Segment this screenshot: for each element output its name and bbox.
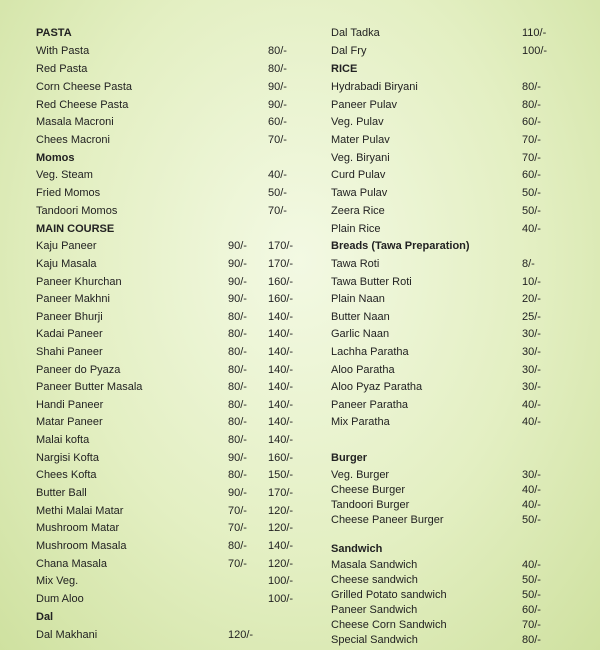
item-price: 60/- bbox=[522, 116, 541, 128]
item-price: 50/- bbox=[522, 589, 541, 601]
item-price-half: 90/- bbox=[228, 293, 247, 305]
menu-item bbox=[0, 432, 600, 448]
item-price: 70/- bbox=[268, 205, 287, 217]
item-name: Garlic Naan bbox=[331, 328, 390, 340]
item-price-half: 80/- bbox=[228, 416, 247, 428]
item-price: 80/- bbox=[522, 81, 541, 93]
item-price: 70/- bbox=[268, 134, 287, 146]
menu-item bbox=[0, 291, 600, 307]
item-price: 70/- bbox=[522, 152, 541, 164]
item-name: Butter Naan bbox=[331, 311, 390, 323]
item-price: 140/- bbox=[268, 364, 294, 376]
section-title: RICE bbox=[331, 63, 358, 75]
item-price: 160/- bbox=[268, 276, 294, 288]
item-name: Mix Veg. bbox=[36, 575, 79, 587]
item-name: Tandoori Momos bbox=[36, 205, 118, 217]
menu-item bbox=[0, 497, 600, 513]
menu-item bbox=[0, 150, 600, 166]
item-name: Paneer Butter Masala bbox=[36, 381, 143, 393]
item-name: Matar Paneer bbox=[36, 416, 103, 428]
item-name: Veg. Burger bbox=[331, 469, 390, 481]
item-price: 120/- bbox=[268, 505, 294, 517]
menu-item bbox=[0, 25, 600, 41]
menu-item bbox=[0, 362, 600, 378]
item-name: Lachha Paratha bbox=[331, 346, 409, 358]
item-name: Malai kofta bbox=[36, 434, 90, 446]
item-name: Paneer Sandwich bbox=[331, 604, 418, 616]
item-name: Nargisi Kofta bbox=[36, 452, 99, 464]
menu-item bbox=[0, 274, 600, 290]
item-price: 30/- bbox=[522, 346, 541, 358]
item-price: 25/- bbox=[522, 311, 541, 323]
item-price: 150/- bbox=[268, 469, 294, 481]
item-name: Special Sandwich bbox=[331, 634, 418, 646]
menu-item bbox=[0, 557, 600, 573]
item-name: Kadai Paneer bbox=[36, 328, 103, 340]
item-price: 50/- bbox=[268, 187, 287, 199]
item-price: 30/- bbox=[522, 328, 541, 340]
item-name: Tandoori Burger bbox=[331, 499, 410, 511]
item-name: Paneer Bhurji bbox=[36, 311, 103, 323]
item-name: Paneer Pulav bbox=[331, 99, 398, 111]
item-price: 90/- bbox=[268, 81, 287, 93]
menu-item bbox=[0, 256, 600, 272]
item-price: 170/- bbox=[268, 487, 294, 499]
menu-item bbox=[0, 512, 600, 528]
item-price-half: 90/- bbox=[228, 276, 247, 288]
item-name: Grilled Potato sandwich bbox=[331, 589, 447, 601]
item-price: 120/- bbox=[268, 522, 294, 534]
item-name: Mater Pulav bbox=[331, 134, 390, 146]
section-heading bbox=[0, 238, 600, 254]
section-heading bbox=[0, 541, 600, 557]
item-price: 90/- bbox=[268, 99, 287, 111]
item-price: 30/- bbox=[522, 469, 541, 481]
item-name: Mushroom Masala bbox=[36, 540, 127, 552]
item-price: 30/- bbox=[522, 381, 541, 393]
item-price: 140/- bbox=[268, 381, 294, 393]
item-price: 60/- bbox=[268, 116, 287, 128]
section-title: Momos bbox=[36, 152, 75, 164]
item-name: Paneer do Pyaza bbox=[36, 364, 121, 376]
item-name: Butter Ball bbox=[36, 487, 87, 499]
item-name: Dal Fry bbox=[331, 45, 367, 57]
item-name: Plain Rice bbox=[331, 223, 381, 235]
item-price-half: 80/- bbox=[228, 328, 247, 340]
menu-item bbox=[0, 326, 600, 342]
item-name: Veg. Steam bbox=[36, 169, 93, 181]
item-name: Mix Paratha bbox=[331, 416, 390, 428]
menu-item bbox=[0, 221, 600, 237]
section-heading bbox=[0, 61, 600, 77]
item-price: 80/- bbox=[268, 45, 287, 57]
section-title: Burger bbox=[331, 452, 368, 464]
item-price-half: 80/- bbox=[228, 381, 247, 393]
section-title: Sandwich bbox=[331, 543, 383, 555]
item-name: Paneer Makhni bbox=[36, 293, 110, 305]
item-price: 170/- bbox=[268, 258, 294, 270]
item-name: Dal Tadka bbox=[331, 27, 380, 39]
item-price: 50/- bbox=[522, 205, 541, 217]
item-price-half: 80/- bbox=[228, 311, 247, 323]
item-price: 8/- bbox=[522, 258, 535, 270]
section-title: MAIN COURSE bbox=[36, 223, 115, 235]
menu-item bbox=[0, 167, 600, 183]
menu-item bbox=[0, 602, 600, 618]
item-name: Tawa Pulav bbox=[331, 187, 388, 199]
item-price: 100/- bbox=[522, 45, 548, 57]
menu-item bbox=[0, 482, 600, 498]
item-price: 70/- bbox=[522, 619, 541, 631]
item-price: 60/- bbox=[522, 169, 541, 181]
menu-item bbox=[0, 397, 600, 413]
item-price: 80/- bbox=[522, 99, 541, 111]
section-title: PASTA bbox=[36, 27, 72, 39]
item-price: 40/- bbox=[522, 223, 541, 235]
item-price: 140/- bbox=[268, 311, 294, 323]
menu-item bbox=[0, 185, 600, 201]
item-name: Mushroom Matar bbox=[36, 522, 120, 534]
item-name: Zeera Rice bbox=[331, 205, 385, 217]
item-name: Handi Paneer bbox=[36, 399, 104, 411]
item-price: 100/- bbox=[268, 593, 294, 605]
item-name: Curd Pulav bbox=[331, 169, 386, 181]
item-price: 50/- bbox=[522, 187, 541, 199]
item-price-half: 70/- bbox=[228, 558, 247, 570]
item-price: 160/- bbox=[268, 293, 294, 305]
item-name: Chana Masala bbox=[36, 558, 107, 570]
item-price: 40/- bbox=[522, 559, 541, 571]
section-title: Breads (Tawa Preparation) bbox=[331, 240, 470, 252]
item-name: Fried Momos bbox=[36, 187, 101, 199]
item-price-half: 90/- bbox=[228, 452, 247, 464]
item-name: Methi Malai Matar bbox=[36, 505, 124, 517]
item-price-half: 80/- bbox=[228, 364, 247, 376]
item-price: 40/- bbox=[522, 499, 541, 511]
item-name: Plain Naan bbox=[331, 293, 385, 305]
item-price-half: 70/- bbox=[228, 505, 247, 517]
item-price-half: 80/- bbox=[228, 346, 247, 358]
section-heading bbox=[0, 450, 600, 466]
item-name: Hydrabadi Biryani bbox=[331, 81, 418, 93]
item-price-half: 90/- bbox=[228, 487, 247, 499]
menu-item bbox=[0, 414, 600, 430]
item-price: 40/- bbox=[522, 416, 541, 428]
item-name: Cheese Corn Sandwich bbox=[331, 619, 447, 631]
item-price: 160/- bbox=[268, 452, 294, 464]
item-name: Red Pasta bbox=[36, 63, 88, 75]
item-name: Tawa Roti bbox=[331, 258, 380, 270]
item-name: Chees Kofta bbox=[36, 469, 97, 481]
menu-item bbox=[0, 114, 600, 130]
item-name: Masala Sandwich bbox=[331, 559, 418, 571]
menu-item bbox=[0, 632, 600, 648]
item-price: 70/- bbox=[522, 134, 541, 146]
item-price-half: 80/- bbox=[228, 469, 247, 481]
item-name: With Pasta bbox=[36, 45, 90, 57]
item-price: 50/- bbox=[522, 574, 541, 586]
item-price: 10/- bbox=[522, 276, 541, 288]
menu-item bbox=[0, 97, 600, 113]
item-name: Paneer Paratha bbox=[331, 399, 409, 411]
item-price-half: 80/- bbox=[228, 434, 247, 446]
item-name: Tawa Butter Roti bbox=[331, 276, 412, 288]
item-name: Cheese sandwich bbox=[331, 574, 418, 586]
item-price-half: 90/- bbox=[228, 258, 247, 270]
item-price: 140/- bbox=[268, 399, 294, 411]
item-name: Kaju Paneer bbox=[36, 240, 97, 252]
item-name: Corn Cheese Pasta bbox=[36, 81, 132, 93]
section-title: Dal bbox=[36, 611, 54, 623]
menu-item bbox=[0, 203, 600, 219]
item-price-half: 90/- bbox=[228, 240, 247, 252]
item-name: Cheese Burger bbox=[331, 484, 405, 496]
item-name: Chees Macroni bbox=[36, 134, 110, 146]
menu-item bbox=[0, 309, 600, 325]
menu-item bbox=[0, 132, 600, 148]
item-name: Paneer Khurchan bbox=[36, 276, 122, 288]
item-price: 80/- bbox=[268, 63, 287, 75]
item-price: 110/- bbox=[522, 27, 547, 39]
item-price-half: 80/- bbox=[228, 540, 247, 552]
item-name: Veg. Biryani bbox=[331, 152, 390, 164]
item-price: 40/- bbox=[268, 169, 287, 181]
item-price: 20/- bbox=[522, 293, 541, 305]
item-price: 140/- bbox=[268, 416, 294, 428]
item-name: Aloo Paratha bbox=[331, 364, 395, 376]
item-price: 100/- bbox=[268, 575, 294, 587]
item-price: 170/- bbox=[268, 240, 294, 252]
item-price: 40/- bbox=[522, 399, 541, 411]
item-price: 140/- bbox=[268, 346, 294, 358]
item-price: 140/- bbox=[268, 434, 294, 446]
menu-item bbox=[0, 617, 600, 633]
item-name: Dal Makhani bbox=[36, 629, 98, 641]
item-name: Masala Macroni bbox=[36, 116, 114, 128]
menu-item bbox=[0, 43, 600, 59]
item-price: 140/- bbox=[268, 328, 294, 340]
menu-item bbox=[0, 587, 600, 603]
item-price: 140/- bbox=[268, 540, 294, 552]
item-price-half: 120/- bbox=[228, 629, 254, 641]
item-price-half: 80/- bbox=[228, 399, 247, 411]
item-price: 80/- bbox=[522, 634, 541, 646]
menu-item bbox=[0, 572, 600, 588]
item-name: Cheese Paneer Burger bbox=[331, 514, 444, 526]
item-name: Red Cheese Pasta bbox=[36, 99, 129, 111]
item-name: Dum Aloo bbox=[36, 593, 84, 605]
menu-item bbox=[0, 344, 600, 360]
item-price-half: 70/- bbox=[228, 522, 247, 534]
item-name: Shahi Paneer bbox=[36, 346, 103, 358]
menu-item bbox=[0, 79, 600, 95]
item-name: Kaju Masala bbox=[36, 258, 97, 270]
menu-item bbox=[0, 467, 600, 483]
item-name: Veg. Pulav bbox=[331, 116, 384, 128]
item-price: 60/- bbox=[522, 604, 541, 616]
item-price: 120/- bbox=[268, 558, 294, 570]
item-price: 50/- bbox=[522, 514, 541, 526]
item-price: 40/- bbox=[522, 484, 541, 496]
menu-item bbox=[0, 379, 600, 395]
item-name: Aloo Pyaz Paratha bbox=[331, 381, 423, 393]
item-price: 30/- bbox=[522, 364, 541, 376]
